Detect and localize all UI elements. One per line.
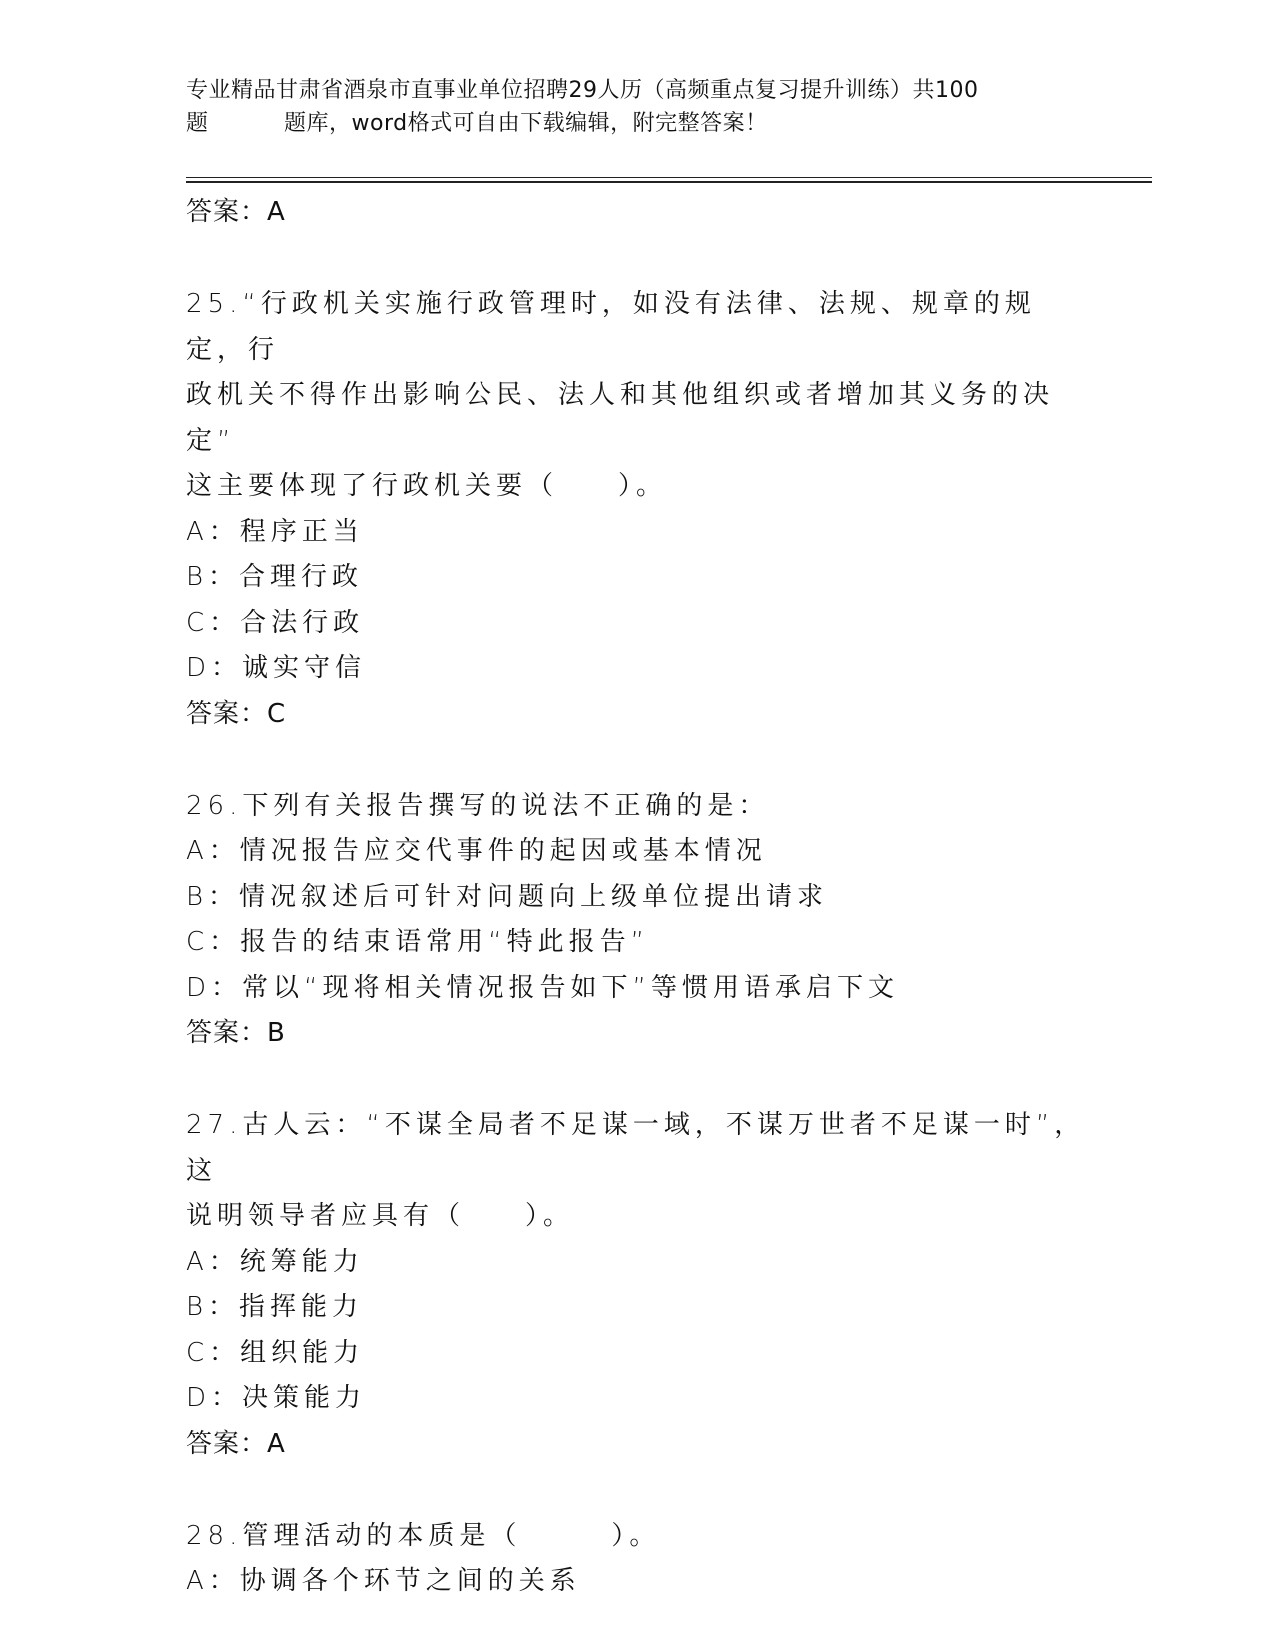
option-d: D：诚实守信	[186, 653, 367, 683]
header-divider-thick	[186, 181, 1152, 183]
header-divider-thin	[186, 177, 1152, 178]
question-text-before-blank: 28.管理活动的本质是（	[186, 1520, 522, 1551]
option-b: B：合理行政	[186, 562, 364, 592]
option-a: A：情况报告应交代事件的起因或基本情况	[186, 836, 767, 866]
option-a: A：协调各个环节之间的关系	[186, 1566, 581, 1596]
question-text-line	[186, 464, 1086, 510]
option-d: D：决策能力	[186, 1383, 367, 1413]
question-text-line	[186, 1514, 1086, 1560]
header-title-line-1: 专业精品甘肃省酒泉市直事业单位招聘29人历（高频重点复习提升训练）共100	[186, 78, 979, 103]
answer-line: 答案：A	[186, 1428, 286, 1459]
question-text-line: 27.古人云：“不谋全局者不足谋一域，不谋万世者不足谋一时”，这	[186, 1110, 1086, 1186]
question-text-after-blank: ）。	[611, 1520, 661, 1551]
question-25	[186, 282, 1086, 736]
question-text-after-blank: ）。	[618, 471, 668, 501]
header-title-line-2-right: 题库，word格式可自由下载编辑，附完整答案！	[284, 111, 768, 136]
question-text-after-blank: ）。	[525, 1201, 575, 1231]
question-26	[186, 784, 1086, 1056]
question-text-line: 25.“行政机关实施行政管理时，如没有法律、法规、规章的规定，行	[186, 289, 1036, 365]
option-b: B：指挥能力	[186, 1292, 364, 1322]
option-c: C：合法行政	[186, 607, 365, 638]
option-b: B：情况叙述后可针对问题向上级单位提出请求	[186, 881, 829, 912]
question-text-before-blank: 这主要体现了行政机关要（	[186, 471, 559, 501]
option-a: A：程序正当	[186, 516, 364, 547]
question-text-line: 政机关不得作出影响公民、法人和其他组织或者增加其义务的决定”	[186, 380, 1055, 456]
question-list	[186, 190, 1086, 1605]
option-c: C：组织能力	[186, 1337, 365, 1368]
question-28	[186, 1514, 1086, 1605]
question-text-line: 26.下列有关报告撰写的说法不正确的是：	[186, 790, 770, 821]
answer-line: 答案：B	[186, 1018, 286, 1048]
header-title-line-2-left: 题	[186, 111, 209, 136]
document-header	[186, 74, 1086, 140]
option-c: C：报告的结束语常用“特此报告”	[186, 927, 650, 957]
answer-line: 答案：C	[186, 698, 287, 729]
question-27	[186, 1103, 1086, 1466]
header-title-line-2	[186, 107, 1086, 140]
option-d: D：常以“现将相关情况报告如下”等惯用语承启下文	[186, 972, 899, 1003]
option-a: A：统筹能力	[186, 1246, 364, 1277]
answer-line: 答案：A	[186, 197, 286, 227]
question-text-before-blank: 说明领导者应具有（	[186, 1201, 466, 1231]
question-text-line	[186, 1194, 1086, 1240]
